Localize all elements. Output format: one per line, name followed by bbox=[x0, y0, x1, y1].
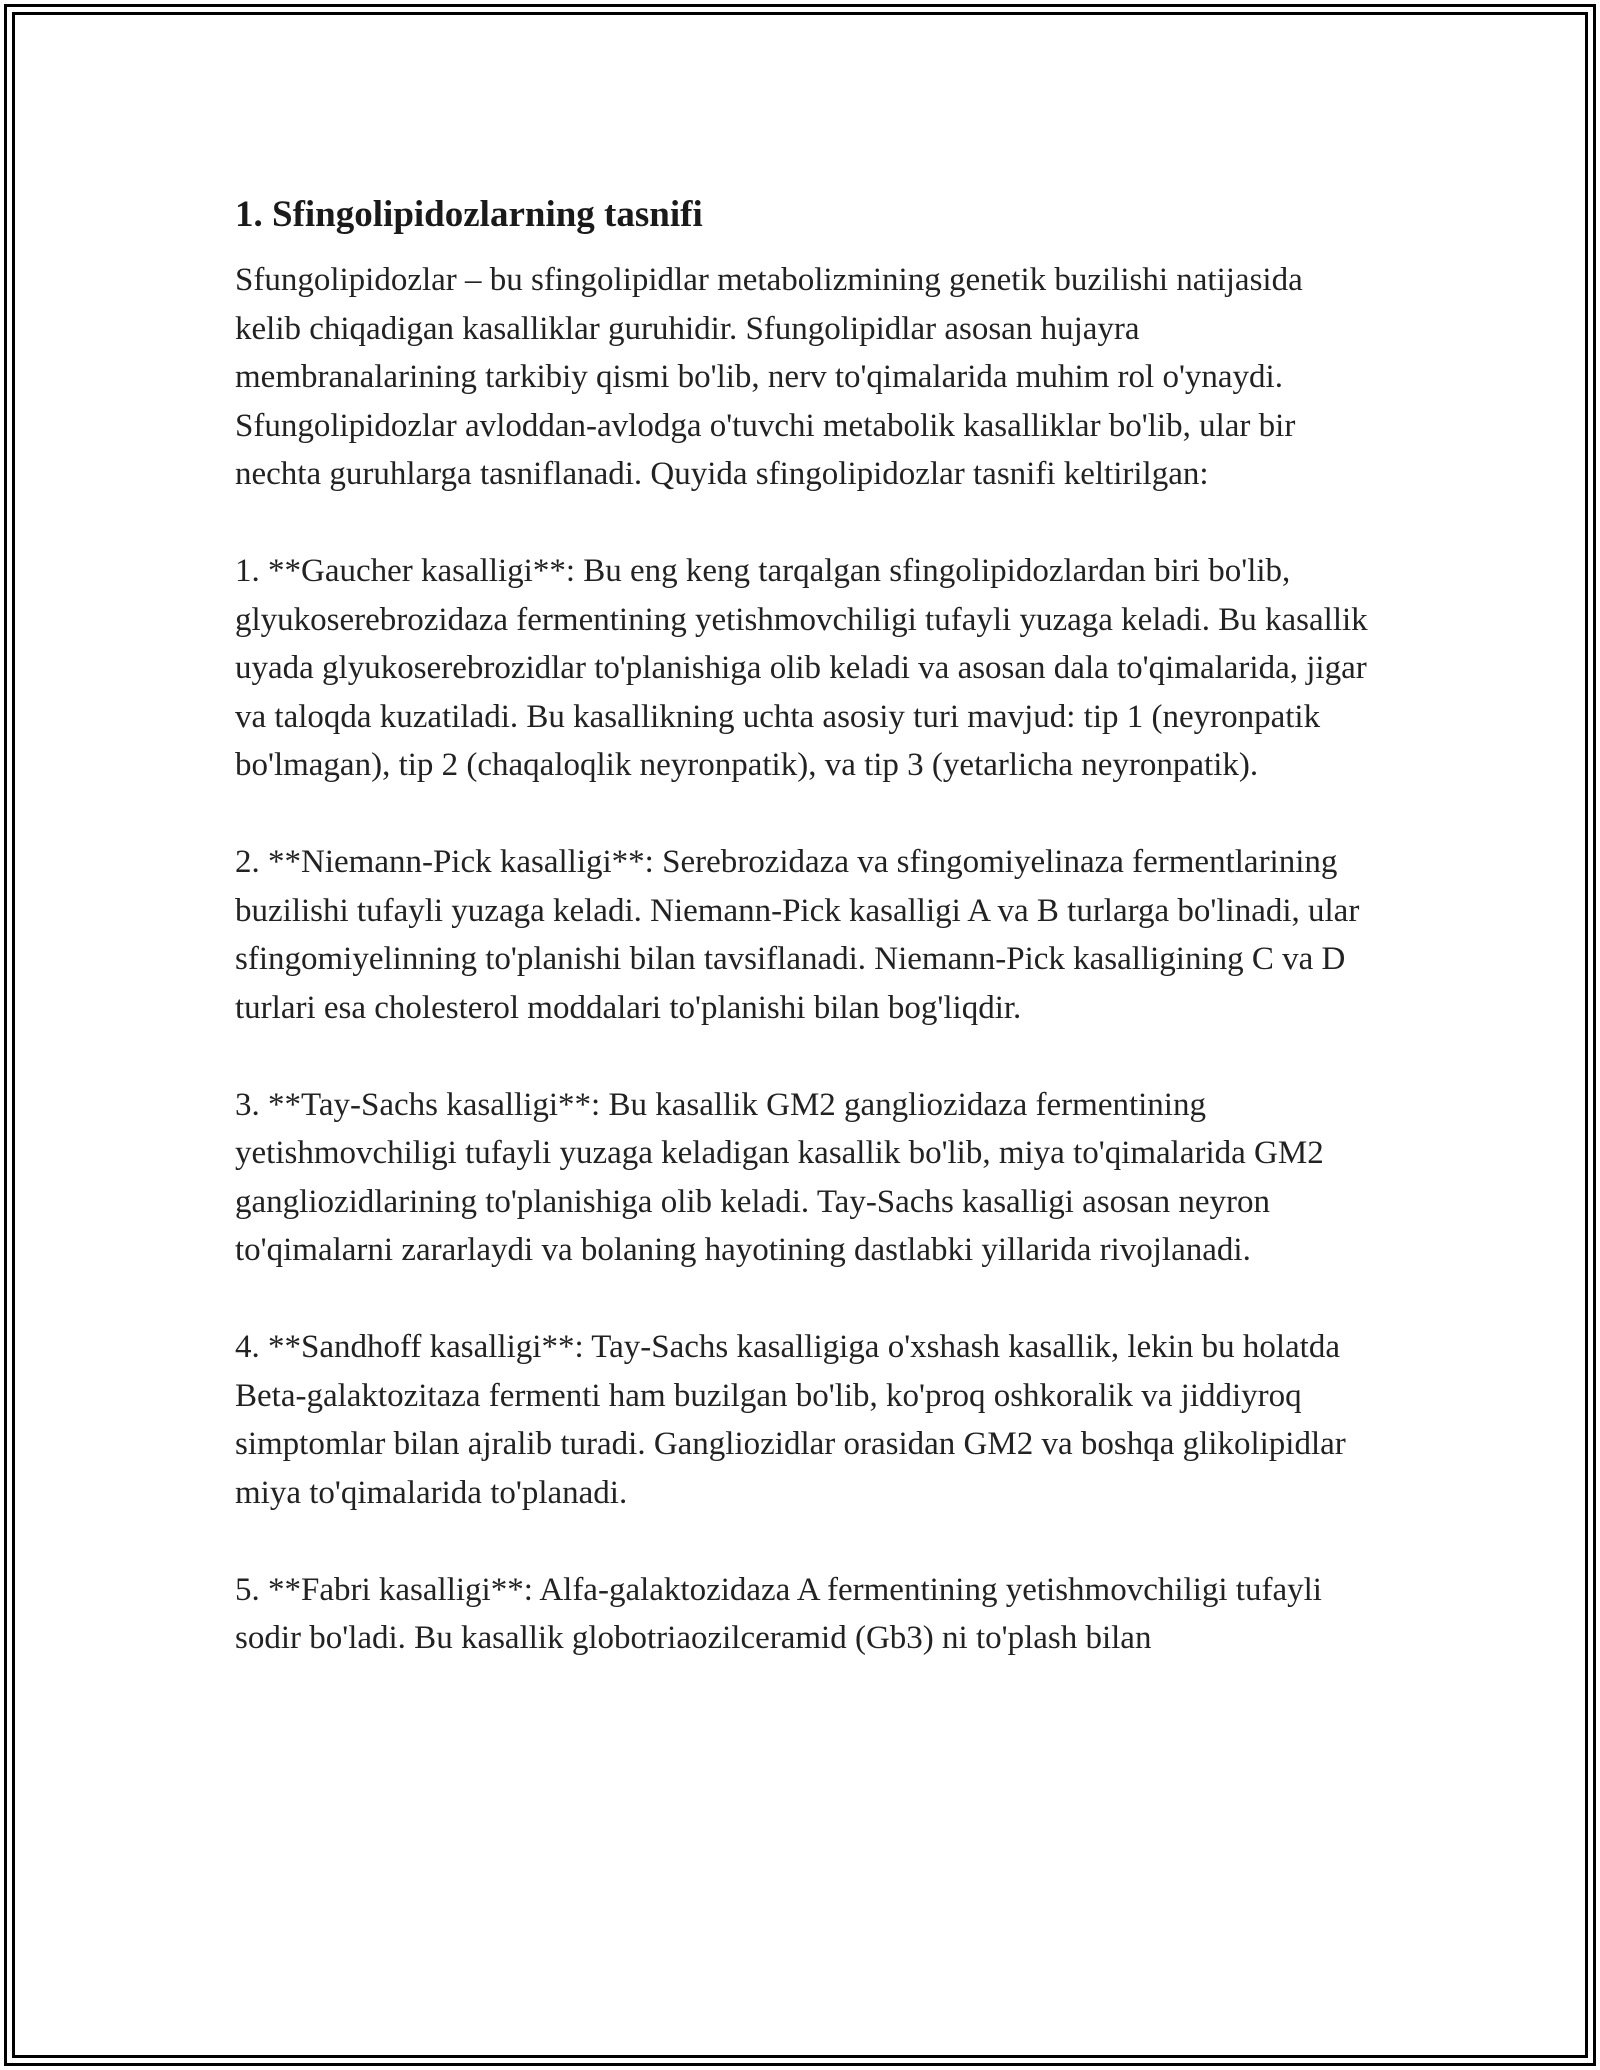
document-body bbox=[235, 186, 1375, 1711]
tay-sachs-paragraph: 3. **Tay-Sachs kasalligi**: Bu kasallik GM2 gangliozidaza fermentining yetishmovchiligi tufayli yuzaga keladigan kasallik bo'lib, miya to'qimalarida GM2 gangliozidlarining to'planishiga olib keladi. Tay-Sachs kasalligi asosan neyron to'qimalarni zararlaydi va bolaning hayotining dastlabki yillarida rivojlanadi. bbox=[235, 1086, 1324, 1268]
gaucher-paragraph: 1. **Gaucher kasalligi**: Bu eng keng tarqalgan sfingolipidozlardan biri bo'lib, glyukoserebrozidaza fermentining yetishmovchiligi tufayli yuzaga keladi. Bu kasallik uyada glyukoserebrozidlar to'planishiga olib keladi va asosan dala to'qimalarida, jigar va taloqda kuzatiladi. Bu kasallikning uchta asosiy turi mavjud: tip 1 (neyronpatik bo'lmagan), tip 2 (chaqaloqlik neyronpatik), va tip 3 (yetarlicha neyronpatik). bbox=[235, 553, 1368, 783]
niemann-pick-paragraph: 2. **Niemann-Pick kasalligi**: Serebrozidaza va sfingomiyelinaza fermentlarining buzilishi tufayli yuzaga keladi. Niemann-Pick kasalligi A va B turlarga bo'linadi, ular sfingomiyelinning to'planishi bilan tavsiflanadi. Niemann-Pick kasalligining C va D turlari esa cholesterol moddalari to'planishi bilan bog'liqdir. bbox=[235, 844, 1360, 1026]
intro-paragraph: Sfungolipidozlar – bu sfingolipidlar metabolizmining genetik buzilishi natijasida kelib chiqadigan kasalliklar guruhidir. Sfungolipidlar asosan hujayra membranalarining tarkibiy qismi bo'lib, nerv to'qimalarida muhim rol o'ynaydi. Sfungolipidozlar avloddan-avlodga o'tuvchi metabolik kasalliklar bo'lib, ular bir nechta guruhlarga tasniflanadi. Quyida sfingolipidozlar tasnifi keltirilgan: bbox=[235, 262, 1303, 492]
sandhoff-paragraph: 4. **Sandhoff kasalligi**: Tay-Sachs kasalligiga o'xshash kasallik, lekin bu holatda Beta-galaktozitaza fermenti ham buzilgan bo'lib, ko'proq oshkoralik va jiddiyroq simptomlar bilan ajralib turadi. Gangliozidlar orasidan GM2 va boshqa glikolipidlar miya to'qimalarida to'planadi. bbox=[235, 1329, 1346, 1511]
fabri-paragraph: 5. **Fabri kasalligi**: Alfa-galaktozidaza A fermentining yetishmovchiligi tufayli sodir bo'ladi. Bu kasallik globotriaozilceramid (Gb3) ni to'plash bilan bbox=[235, 1571, 1322, 1656]
section-heading: 1. Sfingolipidozlarning tasnifi bbox=[235, 194, 703, 235]
